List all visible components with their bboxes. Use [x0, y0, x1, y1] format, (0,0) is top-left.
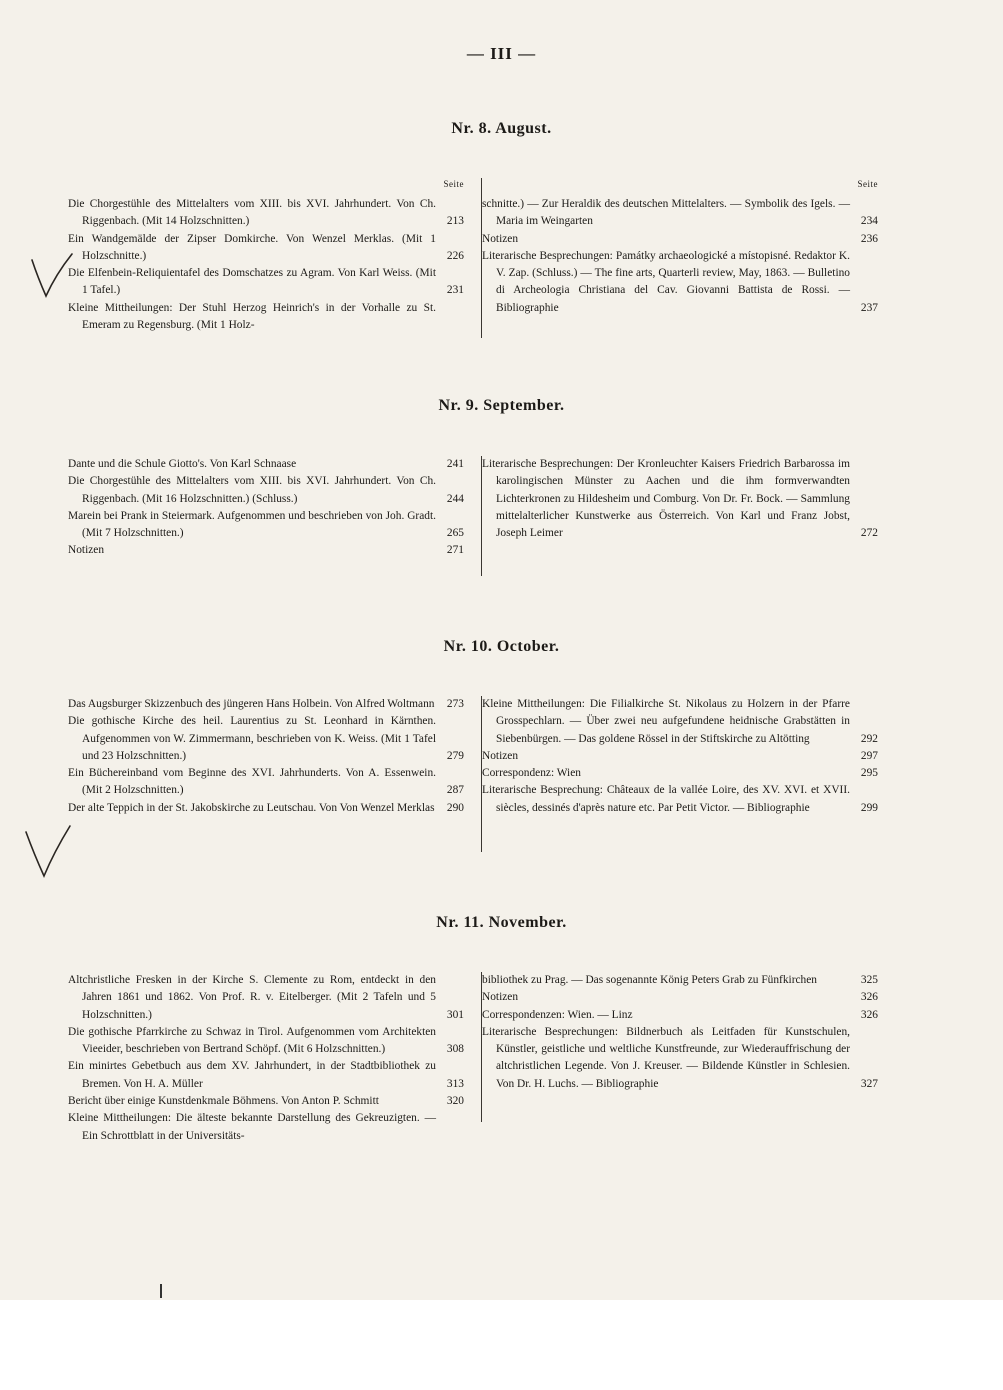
column-right-september	[482, 456, 878, 542]
toc-entry	[68, 972, 464, 1024]
seite-label: Seite	[443, 179, 464, 189]
toc-entry-page: 226	[446, 249, 464, 262]
toc-entry-text: Literarische Besprechungen: Der Kronleuchter Kaisers Friedrich Barbarossa im karolingischen Münster zu Aachen und die ihm formverwandten Lichterkronen zu Hildesheim und Comburg. Von Dr. Fr. Bock. — Sammlung mittelalterlicher Kunstwerke aus Österreich. Von Karl und Franz Jobst, Joseph Leimer	[482, 458, 850, 540]
toc-entry-text: Die Chorgestühle des Mittelalters vom XIII. bis XVI. Jahrhundert. Von Ch. Riggenbach. (Mit 16 Holzschnitten.) (Schluss.)	[68, 475, 436, 505]
section-title-october: Nr. 10. October.	[443, 638, 560, 655]
column-left-october	[68, 696, 464, 817]
toc-entry-text: Notizen	[482, 991, 519, 1004]
toc-entry-page: 299	[860, 801, 878, 814]
toc-entry-page: 231	[446, 284, 464, 297]
toc-entry-text: Literarische Besprechungen: Památky archaeologické a místopisné. Redaktor K. V. Zap. (Schluss.) — The fine arts, Quarterli review, May, 1863. — Bulletino di Archeologia Christiana del Cav. Giovanni Battista de Rossi. — Bibliographie	[482, 249, 850, 314]
column-right-august	[482, 178, 878, 317]
toc-entry-text: bibliothek zu Prag. — Das sogenannte König Peters Grab zu Fünfkirchen	[482, 974, 818, 986]
handwritten-checkmark	[22, 822, 74, 880]
toc-entry-text: Kleine Mittheilungen: Die älteste bekannte Darstellung des Gekreuzigten. — Ein Schrottblatt in der Universitäts-	[68, 1112, 436, 1142]
toc-entry-page: 325	[860, 974, 878, 986]
toc-entry	[482, 248, 878, 317]
toc-entry-text: Die gothische Pfarrkirche zu Schwaz in Tirol. Aufgenommen vom Architekten Vieeider, beschrieben von Bertrand Schöpf. (Mit 6 Holzschnitten.)	[68, 1025, 436, 1056]
toc-entry	[68, 300, 464, 335]
toc-entry	[482, 748, 878, 765]
toc-entry	[482, 989, 878, 1006]
toc-entry-text: Das Augsburger Skizzenbuch des jüngeren Hans Holbein. Von Alfred Woltmann	[68, 698, 435, 710]
toc-entry-page: 265	[446, 527, 464, 540]
toc-entry-text: Ein minirtes Gebetbuch aus dem XV. Jahrhundert, in der Stadtbibliothek zu Bremen. Von H. A. Müller	[68, 1060, 436, 1090]
toc-entry	[68, 1093, 464, 1110]
toc-entry	[68, 713, 464, 765]
toc-entry	[68, 473, 464, 508]
toc-entry-text: Die Chorgestühle des Mittelalters vom XIII. bis XVI. Jahrhundert. Von Ch. Riggenbach. (Mit 14 Holzschnitten.)	[68, 198, 436, 228]
column-left-november	[68, 972, 464, 1145]
toc-entry	[68, 1058, 464, 1093]
toc-entry	[482, 196, 878, 231]
toc-entry-page: 241	[446, 458, 464, 470]
toc-entry	[482, 972, 878, 989]
toc-entry-page: 236	[860, 232, 878, 245]
toc-entry-text: Correspondenz: Wien	[482, 767, 581, 780]
toc-entry	[68, 456, 464, 473]
toc-entry-page: 279	[446, 749, 464, 762]
toc-entry-text: Altchristliche Fresken in der Kirche S. Clemente zu Rom, entdeckt in den Jahren 1861 und 1862. Von Prof. R. v. Eitelberger. (Mit 2 Tafeln und 5 Holzschnitten.)	[68, 974, 436, 1021]
toc-entry-page: 292	[860, 732, 878, 745]
toc-entry-text: Der alte Teppich in der St. Jakobskirche zu Leutschau. Von Von Wenzel Merklas	[68, 801, 435, 814]
toc-entry-page: 273	[446, 698, 464, 710]
toc-entry-page: 287	[446, 784, 464, 797]
toc-entry-text: Ein Wandgemälde der Zipser Domkirche. Von Wenzel Merklas. (Mit 1 Holzschnitte.)	[68, 232, 436, 262]
toc-entry	[68, 542, 464, 559]
toc-entry-page: 213	[446, 215, 464, 228]
toc-entry	[68, 696, 464, 713]
toc-entry-page: 295	[860, 767, 878, 780]
toc-entry	[68, 800, 464, 817]
section-title-november: Nr. 11. November.	[436, 914, 567, 931]
page-bottom-margin	[0, 1300, 1003, 1390]
toc-entry	[482, 696, 878, 748]
page-number: — III —	[466, 44, 537, 63]
toc-entry-text: Kleine Mittheilungen: Der Stuhl Herzog Heinrich's in der Vorhalle zu St. Emeram zu Regensburg. (Mit 1 Holz-	[68, 301, 436, 332]
section-title-august: Nr. 8. August.	[451, 120, 552, 137]
toc-entry-text: Ein Büchereinband vom Beginne des XVI. Jahrhunderts. Von A. Essenwein. (Mit 2 Holzschnitten.)	[68, 767, 436, 797]
toc-entry-text: Marein bei Prank in Steiermark. Aufgenommen und beschrieben von Joh. Gradt. (Mit 7 Holzschnitten.)	[68, 509, 436, 540]
toc-entry	[68, 1024, 464, 1059]
toc-entry-page: 290	[446, 801, 464, 814]
toc-entry-page: 272	[860, 527, 878, 540]
toc-entry-page: 301	[446, 1008, 464, 1021]
column-left-september	[68, 456, 464, 560]
toc-entry-page: 308	[446, 1043, 464, 1056]
column-right-october	[482, 696, 878, 817]
toc-entry-text: Die gothische Kirche des heil. Laurentius zu St. Leonhard in Kärnthen. Aufgenommen von W. Zimmermann, beschrieben von K. Weiss. (Mit 1 Tafel und 23 Holzschnitten.)	[68, 715, 436, 762]
seite-label: Seite	[857, 179, 878, 189]
toc-entry	[68, 1110, 464, 1145]
toc-entry	[482, 1024, 878, 1093]
toc-entry-page: 326	[860, 1008, 878, 1021]
toc-entry	[482, 765, 878, 782]
toc-entry	[482, 782, 878, 817]
toc-entry-text: schnitte.) — Zur Heraldik des deutschen Mittelalters. — Symbolik des Igels. — Maria im Weingarten	[482, 198, 850, 228]
toc-entry-text: Correspondenzen: Wien. — Linz	[482, 1008, 633, 1021]
toc-entry	[482, 1007, 878, 1024]
toc-entry	[482, 231, 878, 248]
toc-entry-text: Literarische Besprechungen: Bildnerbuch als Leitfaden für Kunstschulen, Künstler, geistliche und weltliche Kunstfreunde, zur Wiederauffrischung der altchristlichen Legende. Von J. Kreuser. — Bildende Künstler in Schlesien. Von Dr. H. Luchs. — Bibliographie	[482, 1025, 850, 1090]
toc-entry	[68, 508, 464, 543]
toc-entry-text: Literarische Besprechung: Châteaux de la vallée Loire, des XV. XVI. et XVII. siècles, dessinés d'après nature etc. Par Petit Victor. — Bibliographie	[482, 784, 850, 814]
toc-entry-text: Dante und die Schule Giotto's. Von Karl Schnaase	[68, 458, 297, 470]
toc-entry	[68, 265, 464, 300]
toc-entry-text: Die Elfenbein-Reliquientafel des Domschatzes zu Agram. Von Karl Weiss. (Mit 1 Tafel.)	[68, 267, 436, 297]
handwritten-checkmark	[28, 252, 76, 302]
toc-entry-page: 313	[446, 1077, 464, 1090]
toc-entry-page: 326	[860, 991, 878, 1004]
toc-entry	[68, 765, 464, 800]
toc-entry-text: Notizen	[482, 232, 519, 245]
scan-edge-mark	[160, 1284, 162, 1298]
toc-entry-text: Kleine Mittheilungen: Die Filialkirche St. Nikolaus zu Holzern in der Pfarre Grosspechlarn. — Über zwei neu aufgefundene heidnische Grabstätten in Siebenbürgen. — Das goldene Rössel in der Stiftskirche zu Altötting	[482, 698, 850, 745]
toc-entry	[68, 196, 464, 231]
toc-entry-page: 234	[860, 215, 878, 228]
toc-entry-page: 244	[446, 492, 464, 505]
toc-entry-page: 297	[860, 749, 878, 762]
toc-entry-text: Notizen	[68, 544, 105, 557]
toc-entry-page: 271	[446, 544, 464, 557]
toc-entry-page: 237	[860, 301, 878, 314]
section-title-september: Nr. 9. September.	[438, 397, 565, 414]
column-left-august	[68, 178, 464, 334]
toc-entry-text: Notizen	[482, 749, 519, 762]
toc-entry-page: 327	[860, 1077, 878, 1090]
column-right-november	[482, 972, 878, 1093]
toc-entry	[482, 456, 878, 542]
toc-entry-text: Bericht über einige Kunstdenkmale Böhmens. Von Anton P. Schmitt	[68, 1095, 379, 1108]
toc-entry-page: 320	[446, 1095, 464, 1108]
toc-entry	[68, 231, 464, 266]
